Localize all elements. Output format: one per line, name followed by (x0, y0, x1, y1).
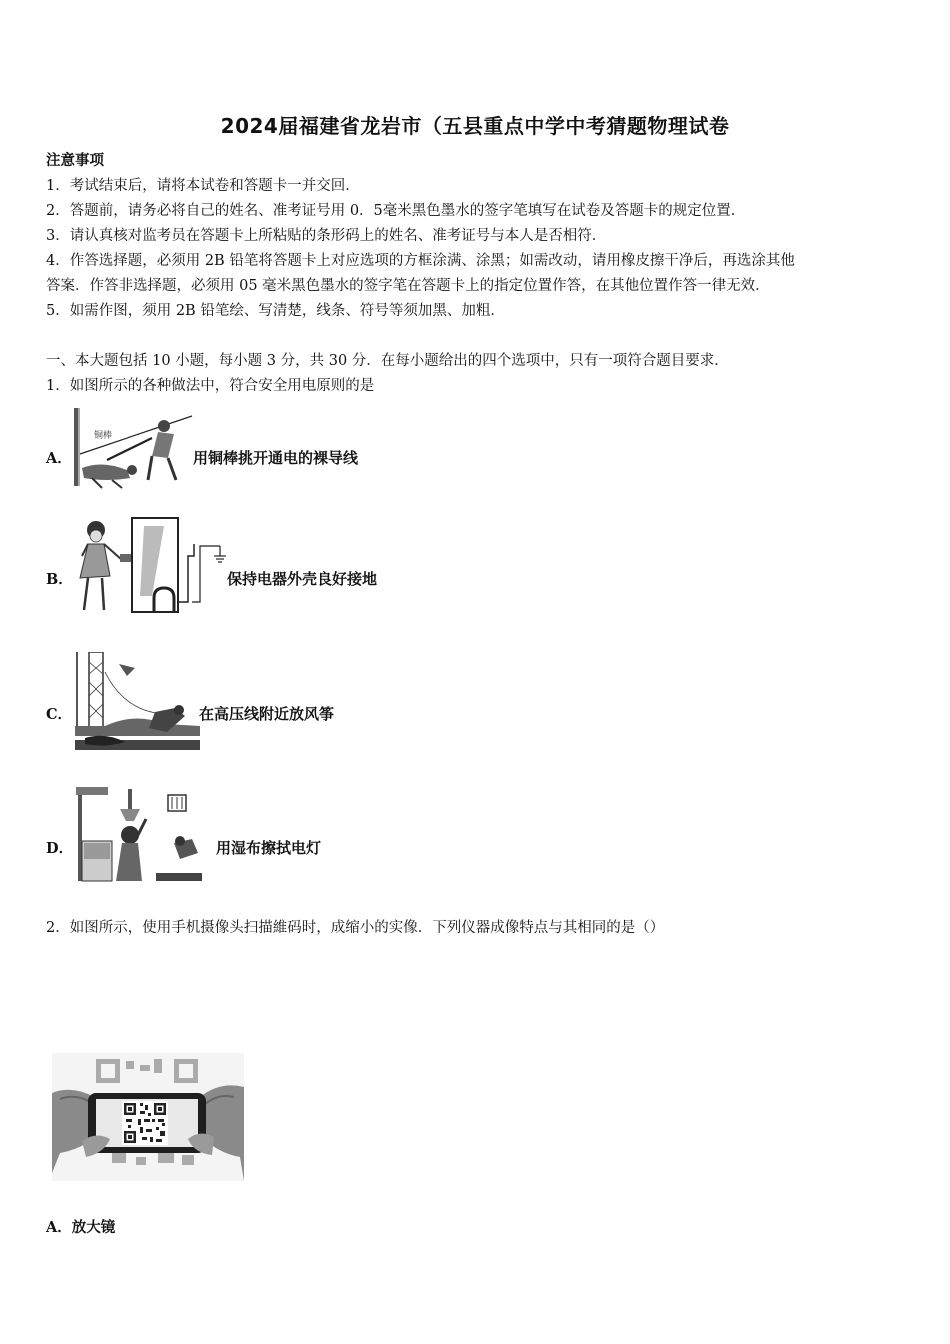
page-title: 2024届福建省龙岩市（五县重点中学中考猜题物理试卷 (220, 114, 730, 138)
notice-heading: 注意事项 (46, 152, 104, 169)
notice-item: 2．答题前，请务必将自己的姓名、准考证号用 0．5毫米黑色墨水的签字笔填写在试卷及答题卡的规定位置． (46, 203, 746, 219)
option-d-figure (76, 787, 204, 883)
q2-option-text-a: 放大镜 (71, 1219, 116, 1236)
q2-option-letter-a: A． (46, 1219, 72, 1236)
qr-scan-figure (52, 1053, 244, 1181)
notice-item: 1．考试结束后，请将本试卷和答题卡一并交回． (46, 178, 360, 194)
notice-item: 4．作答选择题，必须用 2B 铅笔将答题卡上对应选项的方框涂满、涂黑；如需改动，请用橡皮擦干净后，再选涂其他 (46, 253, 795, 269)
option-letter-c: C． (46, 706, 73, 723)
option-text-b: 保持电器外壳良好接地 (227, 570, 378, 588)
option-a-figure (72, 408, 197, 490)
notice-item: 答案．作答非选择题，必须用 05 毫米黑色墨水的签字笔在答题卡上的指定位置作答，在其他位置作答一律无效． (46, 278, 770, 294)
q2-option-a (46, 1216, 115, 1237)
copper-rod-label: 铜棒 (94, 431, 113, 441)
notice-item: 5．如需作图，须用 2B 铅笔绘、写清楚，线条、符号等须加黑、加粗． (46, 303, 505, 319)
option-letter-a: A． (46, 450, 72, 467)
option-letter-d: D． (46, 840, 74, 857)
option-letter-b: B． (46, 571, 73, 588)
option-c-figure (75, 652, 200, 752)
section-header: 一、本大题包括 10 小题，每小题 3 分，共 30 分．在每小题给出的四个选项中，只有一项符合题目要求． (46, 353, 729, 369)
question-stem-1: 1．如图所示的各种做法中，符合安全用电原则的是 (46, 378, 375, 394)
question-stem-2: 2．如图所示，使用手机摄像头扫描維码时，成缩小的实像．下列仪器成像特点与其相同的是（） (46, 920, 665, 936)
option-text-c: 在高压线附近放风筝 (199, 705, 335, 723)
notice-item: 3．请认真核对监考员在答题卡上所粘贴的条形码上的姓名、准考证号与本人是否相符． (46, 228, 607, 244)
option-text-d: 用湿布擦拭电灯 (216, 839, 322, 857)
option-text-a: 用铜棒挑开通电的裸导线 (193, 449, 359, 467)
option-b-figure (74, 516, 229, 616)
